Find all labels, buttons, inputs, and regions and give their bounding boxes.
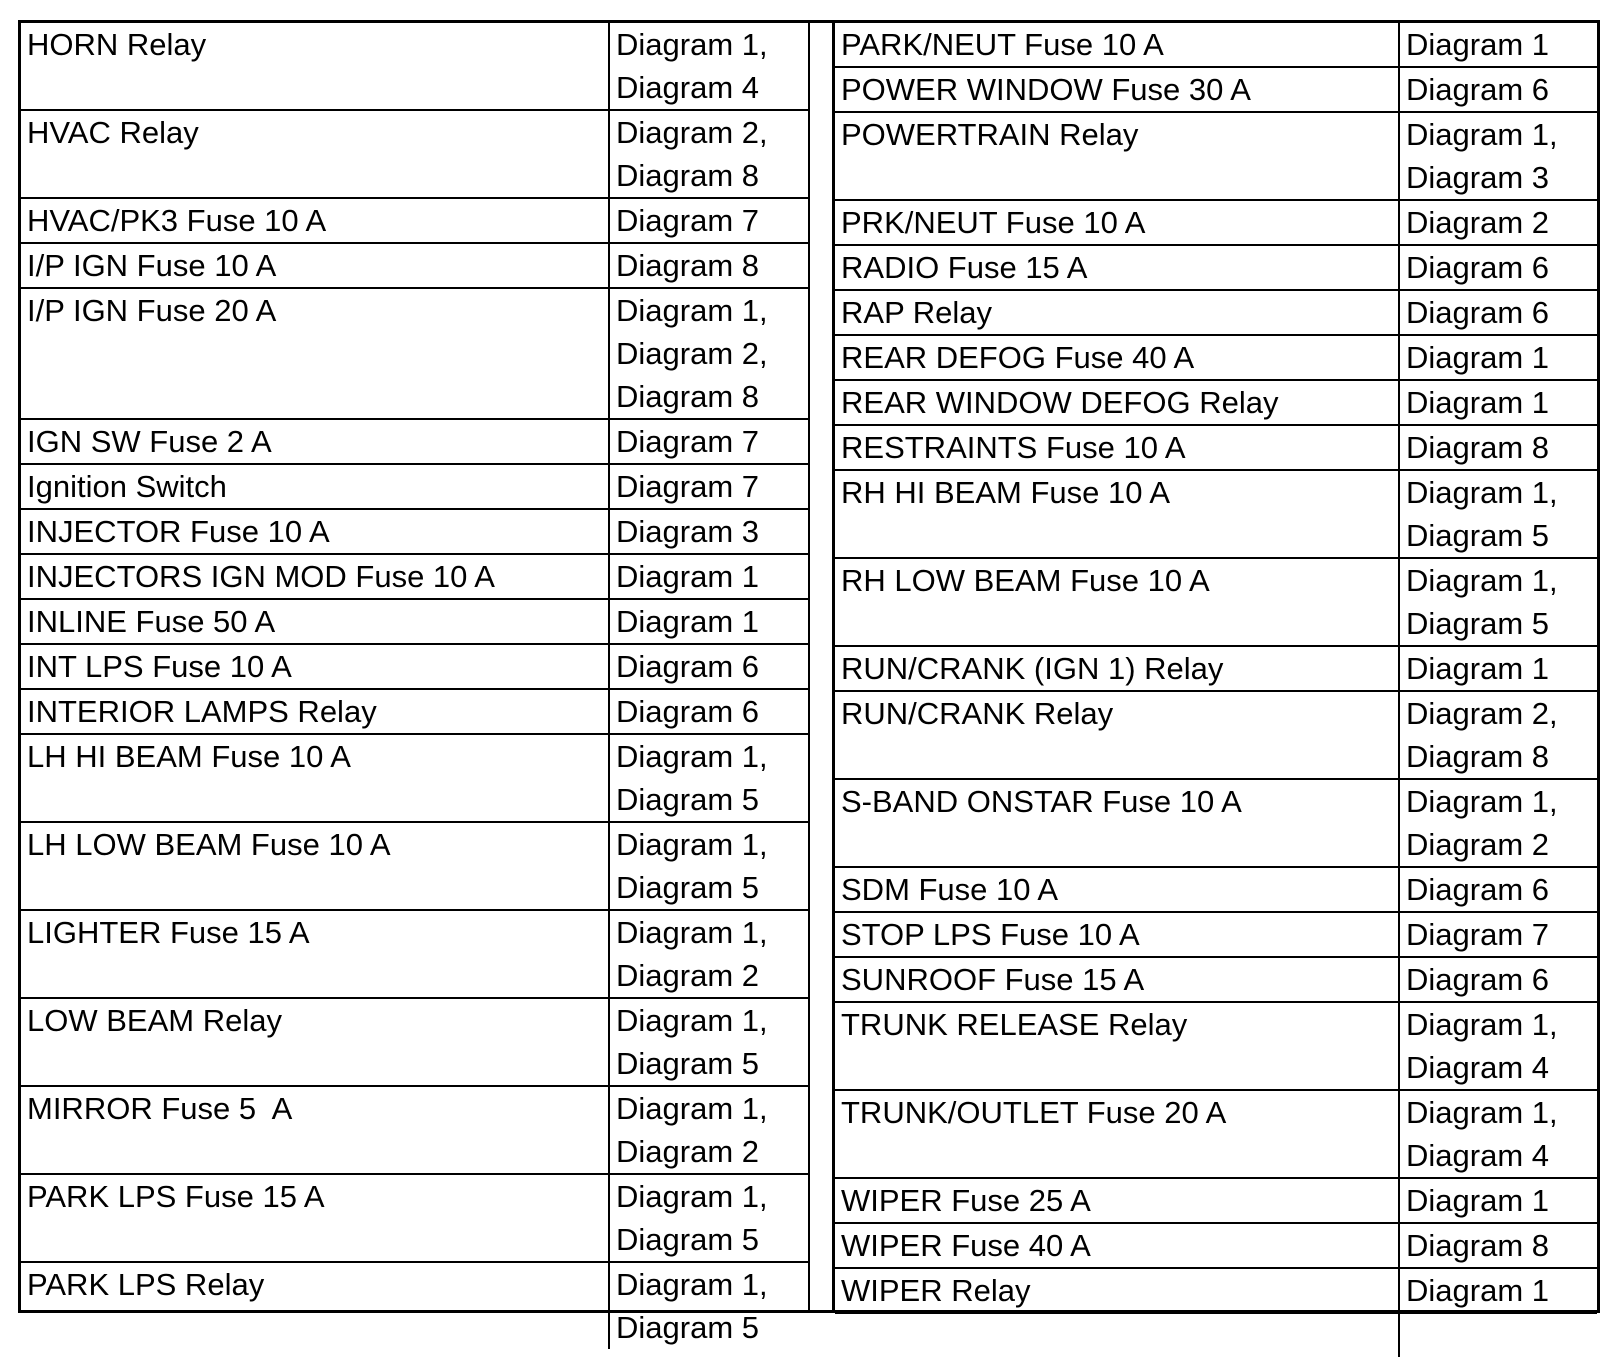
table-row bbox=[21, 998, 808, 1086]
diagram-ref: Diagram 4 bbox=[1406, 1138, 1549, 1173]
diagram-ref-cell bbox=[1399, 1090, 1597, 1178]
diagram-ref: Diagram 2 bbox=[1406, 827, 1549, 862]
column-gap bbox=[808, 20, 835, 1313]
diagram-ref: Diagram 1, bbox=[616, 1091, 768, 1126]
table-row bbox=[21, 1086, 808, 1174]
diagram-ref: Diagram 7 bbox=[1406, 917, 1549, 952]
component-name-cell: IGN SW Fuse 2 A bbox=[21, 419, 609, 464]
component-name-cell: SUNROOF Fuse 15 A bbox=[835, 957, 1399, 1002]
diagram-ref: Diagram 3 bbox=[616, 514, 759, 549]
component-name-cell: RADIO Fuse 15 A bbox=[835, 245, 1399, 290]
diagram-ref: Diagram 2, bbox=[1406, 696, 1558, 731]
diagram-ref: Diagram 1 bbox=[1406, 651, 1549, 686]
diagram-ref-cell bbox=[609, 689, 808, 734]
table-row bbox=[835, 1268, 1597, 1313]
left-index-table bbox=[21, 23, 808, 1349]
diagram-ref: Diagram 1 bbox=[1406, 1273, 1549, 1308]
component-name-cell: HVAC Relay bbox=[21, 110, 609, 198]
component-name-cell: PRK/NEUT Fuse 10 A bbox=[835, 200, 1399, 245]
diagram-ref-cell bbox=[609, 1262, 808, 1349]
table-row bbox=[21, 734, 808, 822]
right-table-body bbox=[835, 23, 1597, 1357]
component-name-cell: PARK/NEUT Fuse 10 A bbox=[835, 23, 1399, 67]
table-row bbox=[21, 243, 808, 288]
diagram-ref-cell bbox=[1399, 558, 1597, 646]
diagram-ref-cell bbox=[609, 644, 808, 689]
table-row bbox=[835, 1178, 1597, 1223]
diagram-ref-cell bbox=[1399, 200, 1597, 245]
diagram-ref: Diagram 4 bbox=[1406, 1050, 1549, 1085]
diagram-ref: Diagram 8 bbox=[1406, 430, 1549, 465]
component-name-cell: RH HI BEAM Fuse 10 A bbox=[835, 470, 1399, 558]
diagram-ref: Diagram 1, bbox=[616, 27, 768, 62]
table-row bbox=[835, 646, 1597, 691]
diagram-ref-cell bbox=[609, 822, 808, 910]
diagram-ref: Diagram 5 bbox=[616, 1046, 759, 1081]
diagram-ref-cell bbox=[1399, 1268, 1597, 1313]
diagram-ref-cell bbox=[609, 198, 808, 243]
diagram-ref: Diagram 1, bbox=[1406, 117, 1558, 152]
diagram-ref-cell bbox=[1399, 380, 1597, 425]
diagram-ref: Diagram 1, bbox=[616, 1179, 768, 1214]
diagram-ref: Diagram 8 bbox=[616, 248, 759, 283]
diagram-ref-cell bbox=[609, 599, 808, 644]
component-name-cell: WIPER Relay bbox=[835, 1268, 1399, 1313]
diagram-ref: Diagram 1, bbox=[1406, 563, 1558, 598]
component-name-cell: RUN/CRANK Relay bbox=[835, 691, 1399, 779]
diagram-ref: Diagram 1, bbox=[616, 1267, 768, 1302]
diagram-ref-cell bbox=[609, 509, 808, 554]
component-name-cell: INLINE Fuse 50 A bbox=[21, 599, 609, 644]
diagram-ref: Diagram 1, bbox=[1406, 475, 1558, 510]
diagram-ref: Diagram 2 bbox=[616, 958, 759, 993]
table-row bbox=[21, 509, 808, 554]
component-name-cell: S-BAND ONSTAR Fuse 10 A bbox=[835, 779, 1399, 867]
diagram-ref-cell bbox=[609, 910, 808, 998]
diagram-ref-cell bbox=[1399, 957, 1597, 1002]
table-row bbox=[835, 290, 1597, 335]
table-row bbox=[835, 245, 1597, 290]
component-name-cell: POWER WINDOW Fuse 30 A bbox=[835, 67, 1399, 112]
diagram-ref: Diagram 2, bbox=[616, 115, 768, 150]
diagram-ref-cell bbox=[1399, 470, 1597, 558]
component-name-cell: RESTRAINTS Fuse 10 A bbox=[835, 425, 1399, 470]
component-name-cell: LH HI BEAM Fuse 10 A bbox=[21, 734, 609, 822]
diagram-ref-cell bbox=[1399, 112, 1597, 200]
table-row bbox=[835, 957, 1597, 1002]
diagram-ref: Diagram 1, bbox=[1406, 1007, 1558, 1042]
component-name-cell: LH LOW BEAM Fuse 10 A bbox=[21, 822, 609, 910]
left-table-body bbox=[21, 23, 808, 1349]
table-row bbox=[21, 644, 808, 689]
diagram-ref: Diagram 6 bbox=[616, 694, 759, 729]
table-row bbox=[21, 1174, 808, 1262]
table-row bbox=[835, 558, 1597, 646]
component-name-cell: PARK LPS Fuse 15 A bbox=[21, 1174, 609, 1262]
diagram-ref: Diagram 1 bbox=[1406, 1183, 1549, 1218]
diagram-ref: Diagram 4 bbox=[616, 70, 759, 105]
diagram-ref-cell bbox=[609, 419, 808, 464]
diagram-ref: Diagram 1 bbox=[616, 604, 759, 639]
diagram-ref-cell bbox=[609, 998, 808, 1086]
diagram-ref: Diagram 1, bbox=[616, 915, 768, 950]
component-name-cell: TRUNK/OUTLET Fuse 20 A bbox=[835, 1090, 1399, 1178]
diagram-ref: Diagram 1, bbox=[616, 827, 768, 862]
component-name-cell: INT LPS Fuse 10 A bbox=[21, 644, 609, 689]
diagram-ref-cell bbox=[1399, 1313, 1597, 1357]
component-name-cell: INJECTORS IGN MOD Fuse 10 A bbox=[21, 554, 609, 599]
diagram-ref: Diagram 8 bbox=[616, 379, 759, 414]
diagram-ref-cell bbox=[609, 1086, 808, 1174]
component-name-cell: TRUNK RELEASE Relay bbox=[835, 1002, 1399, 1090]
diagram-ref-cell bbox=[1399, 779, 1597, 867]
table-row bbox=[835, 1002, 1597, 1090]
table-row bbox=[835, 200, 1597, 245]
component-name-cell: INTERIOR LAMPS Relay bbox=[21, 689, 609, 734]
table-row bbox=[835, 1090, 1597, 1178]
table-row bbox=[835, 691, 1597, 779]
table-row bbox=[21, 110, 808, 198]
diagram-ref: Diagram 7 bbox=[616, 424, 759, 459]
table-row bbox=[835, 779, 1597, 867]
diagram-ref: Diagram 1, bbox=[1406, 784, 1558, 819]
diagram-ref-cell bbox=[609, 288, 808, 419]
diagram-ref-cell bbox=[609, 464, 808, 509]
component-name-cell: I/P IGN Fuse 10 A bbox=[21, 243, 609, 288]
table-row bbox=[835, 112, 1597, 200]
diagram-ref: Diagram 6 bbox=[1406, 872, 1549, 907]
diagram-ref: Diagram 5 bbox=[616, 870, 759, 905]
table-row bbox=[21, 419, 808, 464]
diagram-ref: Diagram 2 bbox=[1406, 205, 1549, 240]
diagram-ref: Diagram 6 bbox=[616, 649, 759, 684]
table-row bbox=[21, 198, 808, 243]
component-name-cell: REAR WINDOW DEFOG Relay bbox=[835, 380, 1399, 425]
component-name-cell: MIRROR Fuse 5 A bbox=[21, 1086, 609, 1174]
component-name-cell: LIGHTER Fuse 15 A bbox=[21, 910, 609, 998]
diagram-ref: Diagram 6 bbox=[1406, 250, 1549, 285]
component-name-cell: Ignition Switch bbox=[21, 464, 609, 509]
diagram-ref-cell bbox=[1399, 912, 1597, 957]
diagram-ref: Diagram 1, bbox=[1406, 1095, 1558, 1130]
diagram-ref: Diagram 1 bbox=[1406, 340, 1549, 375]
diagram-ref-cell bbox=[1399, 646, 1597, 691]
diagram-ref: Diagram 7 bbox=[616, 203, 759, 238]
table-row bbox=[835, 1313, 1597, 1357]
table-row bbox=[21, 288, 808, 419]
diagram-ref-cell bbox=[609, 554, 808, 599]
diagram-ref-cell bbox=[609, 1174, 808, 1262]
table-row bbox=[835, 867, 1597, 912]
diagram-ref-cell bbox=[1399, 1223, 1597, 1268]
diagram-ref: Diagram 1 bbox=[1406, 27, 1549, 62]
table-row bbox=[835, 1223, 1597, 1268]
table-row bbox=[835, 425, 1597, 470]
component-name-cell: POWERTRAIN Relay bbox=[835, 112, 1399, 200]
diagram-ref-cell bbox=[609, 110, 808, 198]
component-name-cell bbox=[835, 1313, 1399, 1357]
component-name-cell: PARK LPS Relay bbox=[21, 1262, 609, 1349]
table-row bbox=[835, 67, 1597, 112]
table-row bbox=[21, 464, 808, 509]
table-row bbox=[21, 554, 808, 599]
diagram-ref: Diagram 5 bbox=[616, 1222, 759, 1257]
diagram-ref-cell bbox=[1399, 1002, 1597, 1090]
component-name-cell: RUN/CRANK (IGN 1) Relay bbox=[835, 646, 1399, 691]
diagram-ref-cell bbox=[1399, 67, 1597, 112]
diagram-ref: Diagram 5 bbox=[616, 782, 759, 817]
diagram-ref-cell bbox=[1399, 23, 1597, 67]
table-row bbox=[21, 689, 808, 734]
diagram-ref: Diagram 1, bbox=[616, 293, 768, 328]
diagram-ref: Diagram 5 bbox=[1406, 606, 1549, 641]
diagram-ref: Diagram 5 bbox=[616, 1310, 759, 1345]
diagram-ref: Diagram 6 bbox=[1406, 295, 1549, 330]
component-name-cell: RAP Relay bbox=[835, 290, 1399, 335]
diagram-ref: Diagram 1, bbox=[616, 1003, 768, 1038]
table-row bbox=[21, 822, 808, 910]
diagram-ref-cell bbox=[609, 243, 808, 288]
diagram-ref-cell bbox=[1399, 867, 1597, 912]
diagram-ref: Diagram 1 bbox=[1406, 385, 1549, 420]
diagram-ref-cell bbox=[1399, 691, 1597, 779]
diagram-ref: Diagram 1, bbox=[616, 739, 768, 774]
diagram-ref-cell bbox=[1399, 290, 1597, 335]
component-name-cell: REAR DEFOG Fuse 40 A bbox=[835, 335, 1399, 380]
diagram-ref: Diagram 8 bbox=[616, 158, 759, 193]
diagram-ref: Diagram 8 bbox=[1406, 739, 1549, 774]
diagram-ref-cell bbox=[1399, 245, 1597, 290]
diagram-ref-cell bbox=[609, 734, 808, 822]
component-name-cell: WIPER Fuse 40 A bbox=[835, 1223, 1399, 1268]
component-name-cell: HORN Relay bbox=[21, 23, 609, 110]
table-row bbox=[21, 23, 808, 110]
component-name-cell: INJECTOR Fuse 10 A bbox=[21, 509, 609, 554]
component-name-cell: WIPER Fuse 25 A bbox=[835, 1178, 1399, 1223]
component-name-cell: I/P IGN Fuse 20 A bbox=[21, 288, 609, 419]
component-name-cell: LOW BEAM Relay bbox=[21, 998, 609, 1086]
diagram-ref: Diagram 1 bbox=[616, 559, 759, 594]
diagram-ref: Diagram 2 bbox=[616, 1134, 759, 1169]
component-name-cell: RH LOW BEAM Fuse 10 A bbox=[835, 558, 1399, 646]
table-row bbox=[21, 910, 808, 998]
component-name-cell: HVAC/PK3 Fuse 10 A bbox=[21, 198, 609, 243]
diagram-ref: Diagram 2, bbox=[616, 336, 768, 371]
component-name-cell: SDM Fuse 10 A bbox=[835, 867, 1399, 912]
diagram-ref-cell bbox=[1399, 425, 1597, 470]
right-index-table bbox=[835, 23, 1597, 1357]
table-row bbox=[835, 23, 1597, 67]
component-name-cell: STOP LPS Fuse 10 A bbox=[835, 912, 1399, 957]
diagram-ref: Diagram 3 bbox=[1406, 160, 1549, 195]
diagram-ref: Diagram 6 bbox=[1406, 72, 1549, 107]
table-row bbox=[835, 380, 1597, 425]
table-row bbox=[835, 335, 1597, 380]
diagram-ref: Diagram 6 bbox=[1406, 962, 1549, 997]
table-row bbox=[835, 912, 1597, 957]
diagram-ref: Diagram 5 bbox=[1406, 518, 1549, 553]
table-row bbox=[21, 599, 808, 644]
diagram-ref: Diagram 8 bbox=[1406, 1228, 1549, 1263]
table-row bbox=[835, 470, 1597, 558]
diagram-ref-cell bbox=[1399, 1178, 1597, 1223]
diagram-ref-cell bbox=[1399, 335, 1597, 380]
table-row bbox=[21, 1262, 808, 1349]
diagram-ref: Diagram 7 bbox=[616, 469, 759, 504]
diagram-ref-cell bbox=[609, 23, 808, 110]
